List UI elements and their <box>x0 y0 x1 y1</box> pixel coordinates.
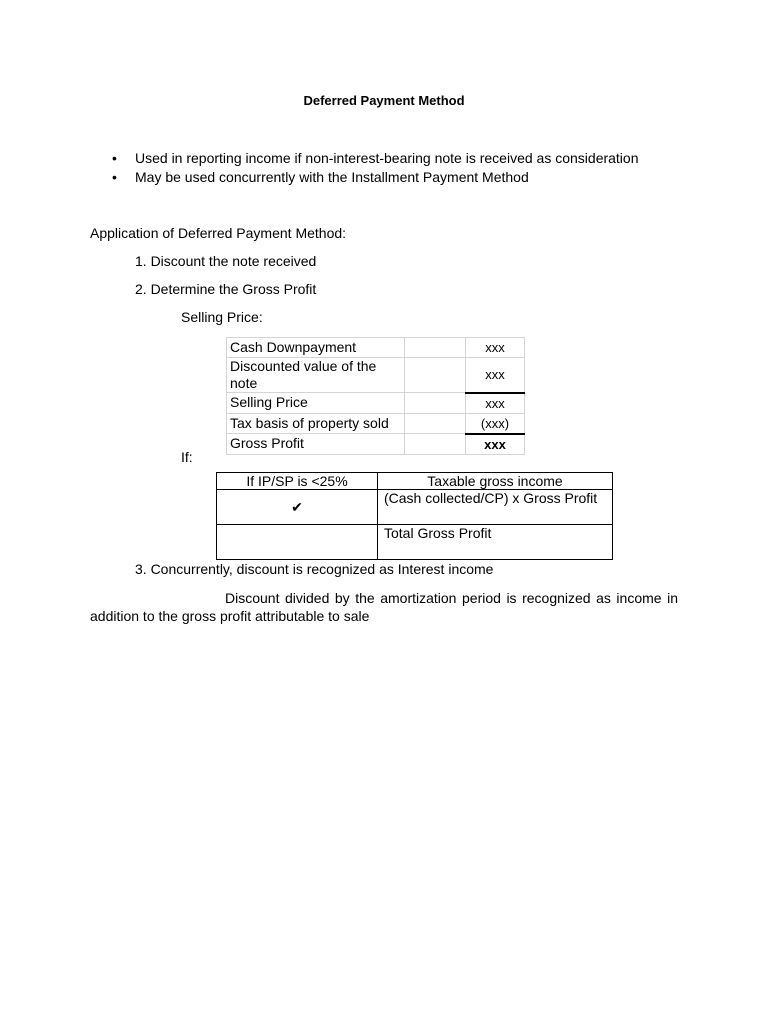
formula-cell: (Cash collected/CP) x Gross Profit <box>378 490 613 525</box>
unknown-symbol-icon <box>217 525 378 560</box>
empty-cell <box>405 358 466 393</box>
row-label: Tax basis of property sold <box>227 413 405 434</box>
row-value: xxx <box>466 434 525 455</box>
row-value: xxx <box>466 393 525 414</box>
page-title: Deferred Payment Method <box>303 93 465 108</box>
table-row <box>227 393 525 414</box>
table-row <box>217 525 613 560</box>
row-value: xxx <box>466 358 525 393</box>
empty-cell <box>405 434 466 455</box>
selling-price-label: Selling Price: <box>181 309 263 325</box>
table-row <box>227 358 525 393</box>
list-item <box>112 150 639 169</box>
section-heading: Application of Deferred Payment Method: <box>90 225 347 241</box>
header-condition: If IP/SP is <25% <box>217 473 378 490</box>
if-label: If: <box>181 449 193 465</box>
list-item <box>112 169 639 188</box>
table-row <box>217 490 613 525</box>
row-label: Gross Profit <box>227 434 405 455</box>
bullet-text: May be used concurrently with the Installment Payment Method <box>135 169 529 185</box>
table-header-row <box>217 473 613 490</box>
step-2: 2. Determine the Gross Profit <box>135 281 317 297</box>
step-1: 1. Discount the note received <box>135 253 317 269</box>
closing-paragraph: Discount divided by the amortization period is recognized as income in addition to the gross profit attributable to sale <box>90 590 678 624</box>
empty-cell <box>405 393 466 414</box>
table-row <box>227 413 525 434</box>
bullet-icon: • <box>112 169 117 185</box>
empty-cell <box>405 338 466 358</box>
bullet-text: Used in reporting income if non-interest-bearing note is received as consideration <box>135 150 639 166</box>
row-label: Discounted value of the note <box>227 358 405 393</box>
step-3: 3. Concurrently, discount is recognized as Interest income <box>135 561 494 577</box>
check-icon: ✔ <box>217 490 378 525</box>
bullet-icon: • <box>112 150 117 166</box>
empty-cell <box>405 413 466 434</box>
row-label: Cash Downpayment <box>227 338 405 358</box>
condition-table <box>216 472 613 560</box>
table-row <box>227 338 525 358</box>
row-value: xxx <box>466 338 525 358</box>
table-row <box>227 434 525 455</box>
header-taxable: Taxable gross income <box>378 473 613 490</box>
bullet-list <box>112 150 639 188</box>
formula-cell: Total Gross Profit <box>378 525 613 560</box>
selling-price-table <box>226 337 525 455</box>
row-label: Selling Price <box>227 393 405 414</box>
row-value: (xxx) <box>466 413 525 434</box>
